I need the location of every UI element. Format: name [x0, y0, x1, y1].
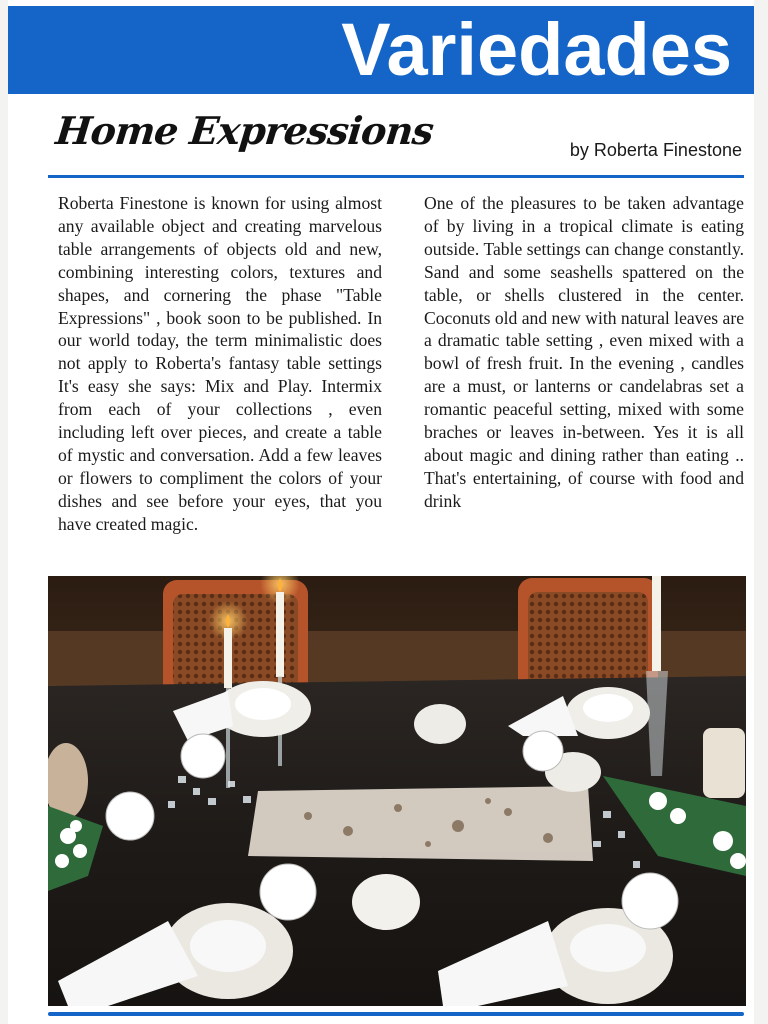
shell-nautilus-bottom — [352, 874, 420, 930]
sand-runner — [248, 786, 593, 861]
section-banner — [8, 6, 754, 94]
shell-nautilus-top — [414, 704, 466, 744]
photo-illustration — [48, 576, 746, 1006]
bottom-rule — [48, 1012, 744, 1016]
magazine-page — [8, 0, 754, 1024]
article-byline: by Roberta Finestone — [569, 140, 742, 160]
divider-rule — [48, 175, 744, 178]
table-setting-photo — [48, 576, 746, 1006]
article-column-right: One of the pleasures to be taken advantage of by living in a tropical climate is eating outside. Table settings can change constantly. Sand and some seashells spattered on the table, or shells clustered in the center. Coconuts old and new with natural leaves are a dramatic table setting , even mixed with a bowl of fresh fruit. In the evening , candles are a must, or lanterns or candelabras set a romantic peaceful setting, mixed with some braches or leaves in-between. Yes it is all about magic and dining rather than eating .. That's entertaining, of course with food and drink — [424, 193, 745, 511]
shell-lamp — [703, 728, 745, 798]
article-headline: Home Expressions — [53, 108, 436, 153]
article-column-left: Roberta Finestone is known for using almost any available object and creating marvelous table arrangements of objects old and new, combining interesting colors, textures and shapes, and cornering the phase "Table Expressions" , book soon to be published. In our world today, the term minimalistic does not apply to Roberta's fantasy table settings It's easy she says: Mix and Play. Intermix from each of your collections , even including left over pieces, and create a table of mystic and conversation. Add a few leaves or flowers to compliment the colors of your dishes and see before your eyes, that you have created magic. — [58, 193, 382, 534]
section-title: Variedades — [341, 8, 732, 91]
